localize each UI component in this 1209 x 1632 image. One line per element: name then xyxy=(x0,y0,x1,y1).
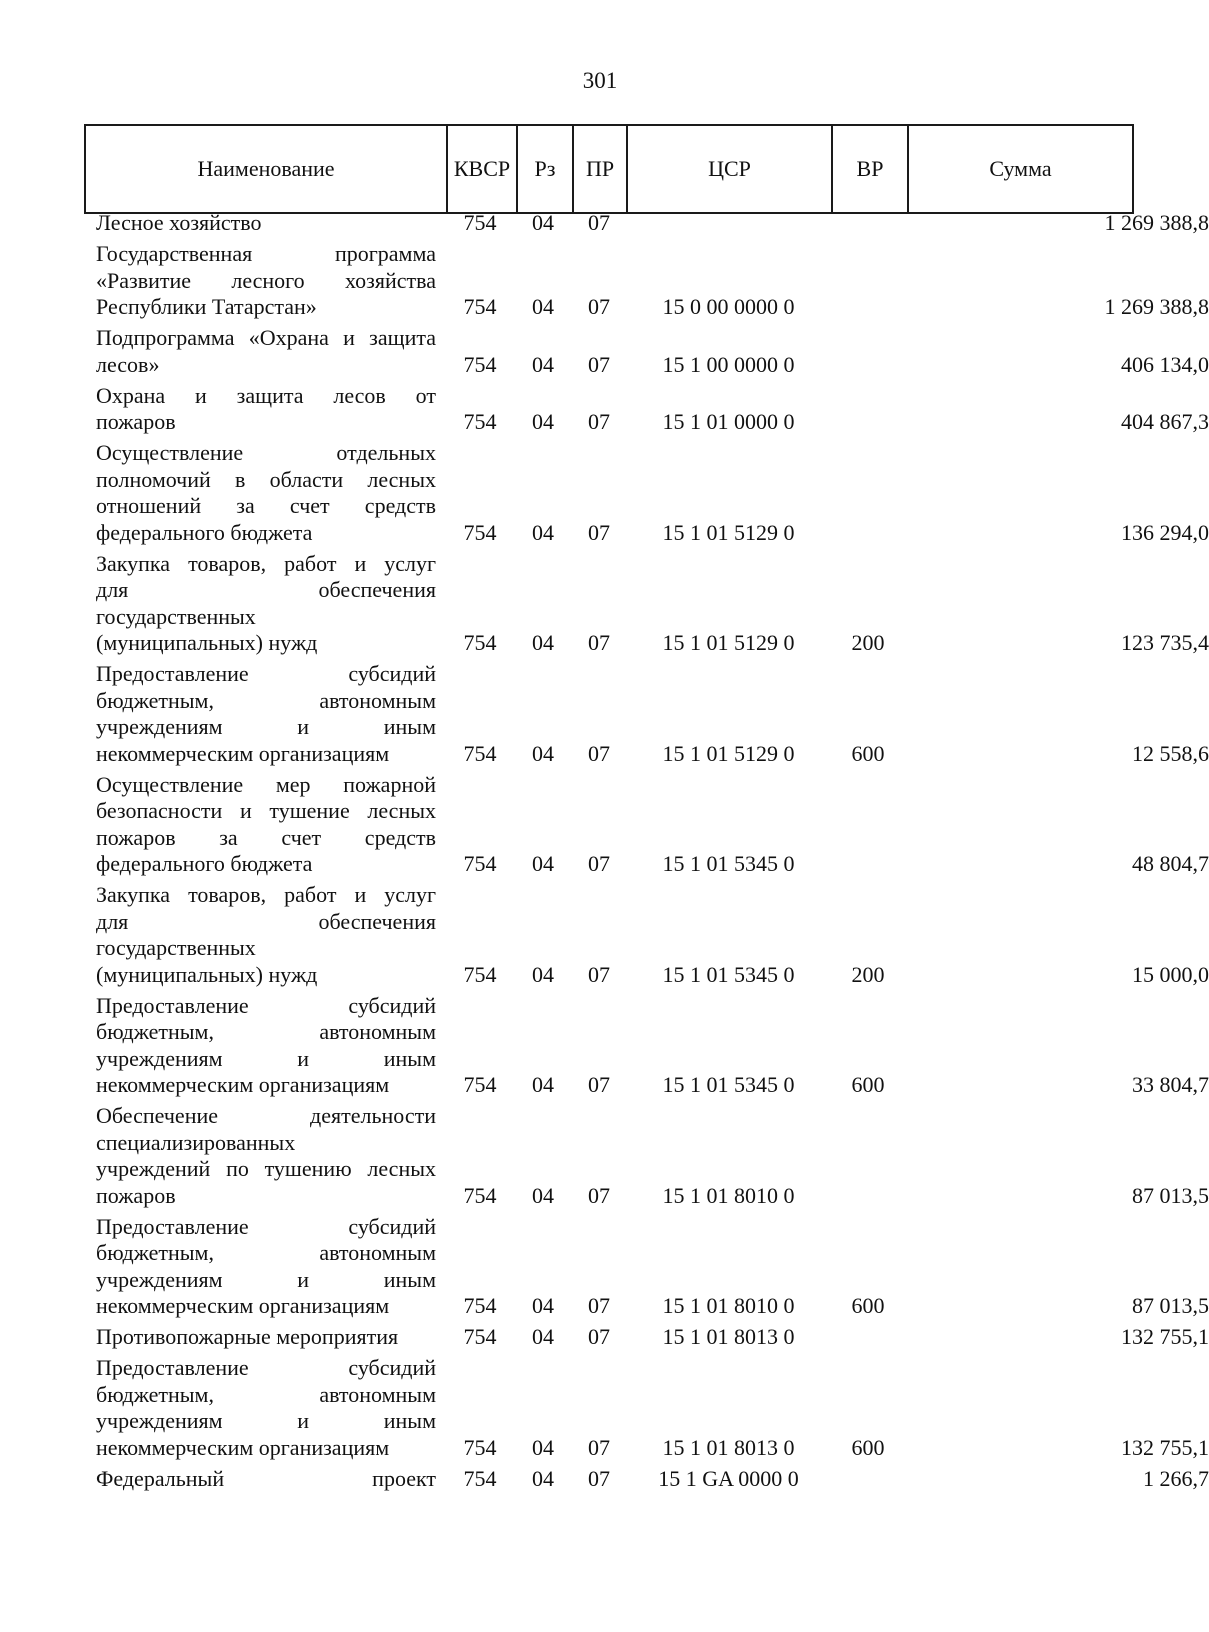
row-pr: 07 xyxy=(588,1182,610,1208)
row-name-line: пожаров xyxy=(96,1182,176,1208)
row-pr: 07 xyxy=(588,961,610,987)
table-row xyxy=(84,550,1209,657)
table-row xyxy=(84,1103,1209,1209)
row-name-line: учреждениям и иным xyxy=(96,1408,436,1433)
row-name xyxy=(96,241,436,321)
row-csr: 15 1 01 5129 0 xyxy=(662,740,795,766)
row-name xyxy=(96,383,436,436)
row-name-line: некоммерческим организациям xyxy=(96,1434,390,1460)
row-sum: 1 266,7 xyxy=(1143,1465,1209,1491)
table-row xyxy=(84,1213,1209,1320)
row-sum: 12 558,6 xyxy=(1132,740,1209,766)
row-rz: 04 xyxy=(532,1072,554,1097)
header-pr: ПР xyxy=(574,126,628,212)
row-name-line: некоммерческим организациям xyxy=(96,1072,390,1097)
row-name-line: учреждениям и иным xyxy=(96,1045,436,1071)
row-name-line: полномочий в области лесных xyxy=(96,466,436,492)
row-rz: 04 xyxy=(532,409,554,434)
row-csr: 15 1 01 5345 0 xyxy=(662,851,795,876)
row-name xyxy=(96,661,436,767)
row-rz: 04 xyxy=(532,1465,554,1491)
row-kvsr: 754 xyxy=(463,630,497,655)
row-sum: 132 755,1 xyxy=(1121,1434,1209,1460)
row-name-line: Закупка товаров, работ и услуг xyxy=(96,882,436,907)
row-sum: 136 294,0 xyxy=(1121,519,1209,545)
row-name-line: учреждений по тушению лесных xyxy=(96,1156,436,1181)
row-name-line: безопасности и тушение лесных xyxy=(96,798,436,823)
row-rz: 04 xyxy=(532,519,554,545)
row-name-line: (муниципальных) нужд xyxy=(96,630,318,655)
row-pr: 07 xyxy=(588,1465,610,1491)
row-name-line: некоммерческим организациям xyxy=(96,1293,390,1318)
table-row xyxy=(84,1324,1209,1351)
row-name-line: Предоставление субсидий xyxy=(96,1213,436,1239)
row-kvsr: 754 xyxy=(463,851,497,876)
row-kvsr: 754 xyxy=(463,1182,497,1208)
row-kvsr: 754 xyxy=(463,409,497,434)
row-name-line: для обеспечения xyxy=(96,908,436,934)
row-rz: 04 xyxy=(532,1324,554,1349)
row-sum: 1 269 388,8 xyxy=(1104,210,1209,235)
row-pr: 07 xyxy=(588,294,610,319)
row-kvsr: 754 xyxy=(463,961,497,987)
row-name-line: государственных xyxy=(96,603,256,629)
row-name-line: некоммерческим организациям xyxy=(96,740,390,766)
row-name-line: для обеспечения xyxy=(96,577,436,602)
table-row xyxy=(84,382,1209,436)
row-csr: 15 1 01 8013 0 xyxy=(662,1324,795,1349)
row-sum: 33 804,7 xyxy=(1132,1072,1209,1097)
row-name-line: Предоставление субсидий xyxy=(96,992,436,1018)
row-pr: 07 xyxy=(588,1434,610,1460)
header-name: Наименование xyxy=(86,126,448,212)
row-csr: 15 0 00 0000 0 xyxy=(662,294,795,319)
row-csr: 15 1 01 8010 0 xyxy=(662,1182,795,1208)
row-name-line: Обеспечение деятельности xyxy=(96,1103,436,1128)
row-name-line: Лесное хозяйство xyxy=(96,210,262,235)
row-name-line: (муниципальных) нужд xyxy=(96,961,318,987)
row-sum: 404 867,3 xyxy=(1121,409,1209,434)
row-csr: 15 1 01 5129 0 xyxy=(662,519,795,545)
row-name-line: Закупка товаров, работ и услуг xyxy=(96,550,436,576)
row-sum: 48 804,7 xyxy=(1132,851,1209,876)
table-row xyxy=(84,661,1209,767)
table-row xyxy=(84,882,1209,988)
row-name xyxy=(96,1355,436,1461)
row-name-line: Подпрограмма «Охрана и защита xyxy=(96,325,436,350)
row-rz: 04 xyxy=(532,961,554,987)
row-name-line: федерального бюджета xyxy=(96,519,313,545)
row-vr: 200 xyxy=(851,630,885,655)
table-row xyxy=(84,241,1209,321)
row-kvsr: 754 xyxy=(463,1324,497,1349)
row-name-line: пожаров xyxy=(96,409,176,434)
row-vr: 600 xyxy=(851,1072,885,1097)
row-name-line: Охрана и защита лесов от xyxy=(96,382,436,408)
row-sum: 123 735,4 xyxy=(1121,630,1209,655)
row-pr: 07 xyxy=(588,851,610,876)
table-row xyxy=(84,1355,1209,1461)
row-name xyxy=(96,882,436,988)
header-vr: ВР xyxy=(833,126,909,212)
row-pr: 07 xyxy=(588,740,610,766)
row-name xyxy=(96,210,436,237)
row-kvsr: 754 xyxy=(463,1293,497,1318)
row-csr: 15 1 00 0000 0 xyxy=(662,351,795,377)
row-rz: 04 xyxy=(532,1182,554,1208)
row-name-line: Осуществление отдельных xyxy=(96,440,436,465)
row-name-line: учреждениям и иным xyxy=(96,1266,436,1292)
row-name-line: федерального бюджета xyxy=(96,851,313,876)
row-pr: 07 xyxy=(588,1324,610,1349)
row-name-line: государственных xyxy=(96,935,256,960)
row-csr: 15 1 01 5345 0 xyxy=(662,961,795,987)
row-csr: 15 1 GA 0000 0 xyxy=(658,1465,799,1491)
header-rz: Рз xyxy=(518,126,574,212)
row-kvsr: 754 xyxy=(463,1072,497,1097)
header-kvsr: КВСР xyxy=(448,126,518,212)
row-kvsr: 754 xyxy=(463,1434,497,1460)
row-rz: 04 xyxy=(532,210,554,235)
row-pr: 07 xyxy=(588,519,610,545)
row-pr: 07 xyxy=(588,409,610,434)
row-rz: 04 xyxy=(532,351,554,377)
row-name-line: учреждениям и иным xyxy=(96,714,436,739)
row-kvsr: 754 xyxy=(463,1465,497,1491)
row-name xyxy=(96,772,436,878)
row-kvsr: 754 xyxy=(463,740,497,766)
table-row xyxy=(84,325,1209,378)
row-sum: 132 755,1 xyxy=(1121,1324,1209,1349)
row-sum: 87 013,5 xyxy=(1132,1293,1209,1318)
row-kvsr: 754 xyxy=(463,519,497,545)
row-name xyxy=(96,1466,436,1493)
row-vr: 200 xyxy=(851,961,885,987)
table-row xyxy=(84,440,1209,546)
row-name xyxy=(96,325,436,378)
row-sum: 15 000,0 xyxy=(1132,961,1209,987)
row-name xyxy=(96,1103,436,1209)
row-csr: 15 1 01 8013 0 xyxy=(662,1434,795,1460)
page-number: 301 xyxy=(582,68,618,93)
row-vr: 600 xyxy=(851,1293,885,1318)
row-name-line: специализированных xyxy=(96,1129,296,1155)
row-name-line: Предоставление субсидий xyxy=(96,661,436,686)
row-rz: 04 xyxy=(532,1434,554,1460)
row-pr: 07 xyxy=(588,1072,610,1097)
row-rz: 04 xyxy=(532,851,554,876)
row-rz: 04 xyxy=(532,630,554,655)
row-csr: 15 1 01 8010 0 xyxy=(662,1293,795,1318)
row-sum: 87 013,5 xyxy=(1132,1182,1209,1208)
row-name-line: бюджетным, автономным xyxy=(96,1240,436,1265)
row-rz: 04 xyxy=(532,1293,554,1318)
row-kvsr: 754 xyxy=(463,351,497,377)
row-name-line: Предоставление субсидий xyxy=(96,1355,436,1380)
header-csr: ЦСР xyxy=(628,126,833,212)
row-name-line: Осуществление мер пожарной xyxy=(96,771,436,797)
row-name xyxy=(96,1324,436,1351)
row-name-line: Федеральный проект xyxy=(96,1465,436,1491)
row-name-line: Республики Татарстан» xyxy=(96,294,317,319)
row-pr: 07 xyxy=(588,630,610,655)
row-pr: 07 xyxy=(588,351,610,377)
row-name-line: Противопожарные мероприятия xyxy=(96,1324,399,1349)
header-sum: Сумма xyxy=(989,156,1052,181)
row-rz: 04 xyxy=(532,740,554,766)
row-csr: 15 1 01 0000 0 xyxy=(662,409,795,434)
table-row xyxy=(84,992,1209,1099)
row-name-line: пожаров за счет средств xyxy=(96,824,436,850)
row-name xyxy=(96,1214,436,1320)
table-header xyxy=(84,124,1134,214)
row-name-line: отношений за счет средств xyxy=(96,493,436,518)
row-name-line: бюджетным, автономным xyxy=(96,1381,436,1407)
row-name-line: бюджетным, автономным xyxy=(96,1019,436,1044)
row-name xyxy=(96,440,436,546)
row-rz: 04 xyxy=(532,294,554,319)
row-csr: 15 1 01 5129 0 xyxy=(662,630,795,655)
row-sum: 1 269 388,8 xyxy=(1104,294,1209,319)
row-pr: 07 xyxy=(588,210,610,235)
table-row xyxy=(84,1465,1209,1493)
row-vr: 600 xyxy=(851,1434,885,1460)
row-vr: 600 xyxy=(851,740,885,766)
table-row xyxy=(84,210,1209,237)
table-row xyxy=(84,771,1209,878)
row-name-line: лесов» xyxy=(96,351,160,377)
row-name xyxy=(96,551,436,657)
row-name-line: бюджетным, автономным xyxy=(96,687,436,713)
row-pr: 07 xyxy=(588,1293,610,1318)
row-name xyxy=(96,993,436,1099)
row-name-line: «Развитие лесного хозяйства xyxy=(96,267,436,293)
row-csr: 15 1 01 5345 0 xyxy=(662,1072,795,1097)
row-kvsr: 754 xyxy=(463,210,497,235)
row-name-line: Государственная программа xyxy=(96,241,436,266)
row-kvsr: 754 xyxy=(463,294,497,319)
row-sum: 406 134,0 xyxy=(1121,351,1209,377)
